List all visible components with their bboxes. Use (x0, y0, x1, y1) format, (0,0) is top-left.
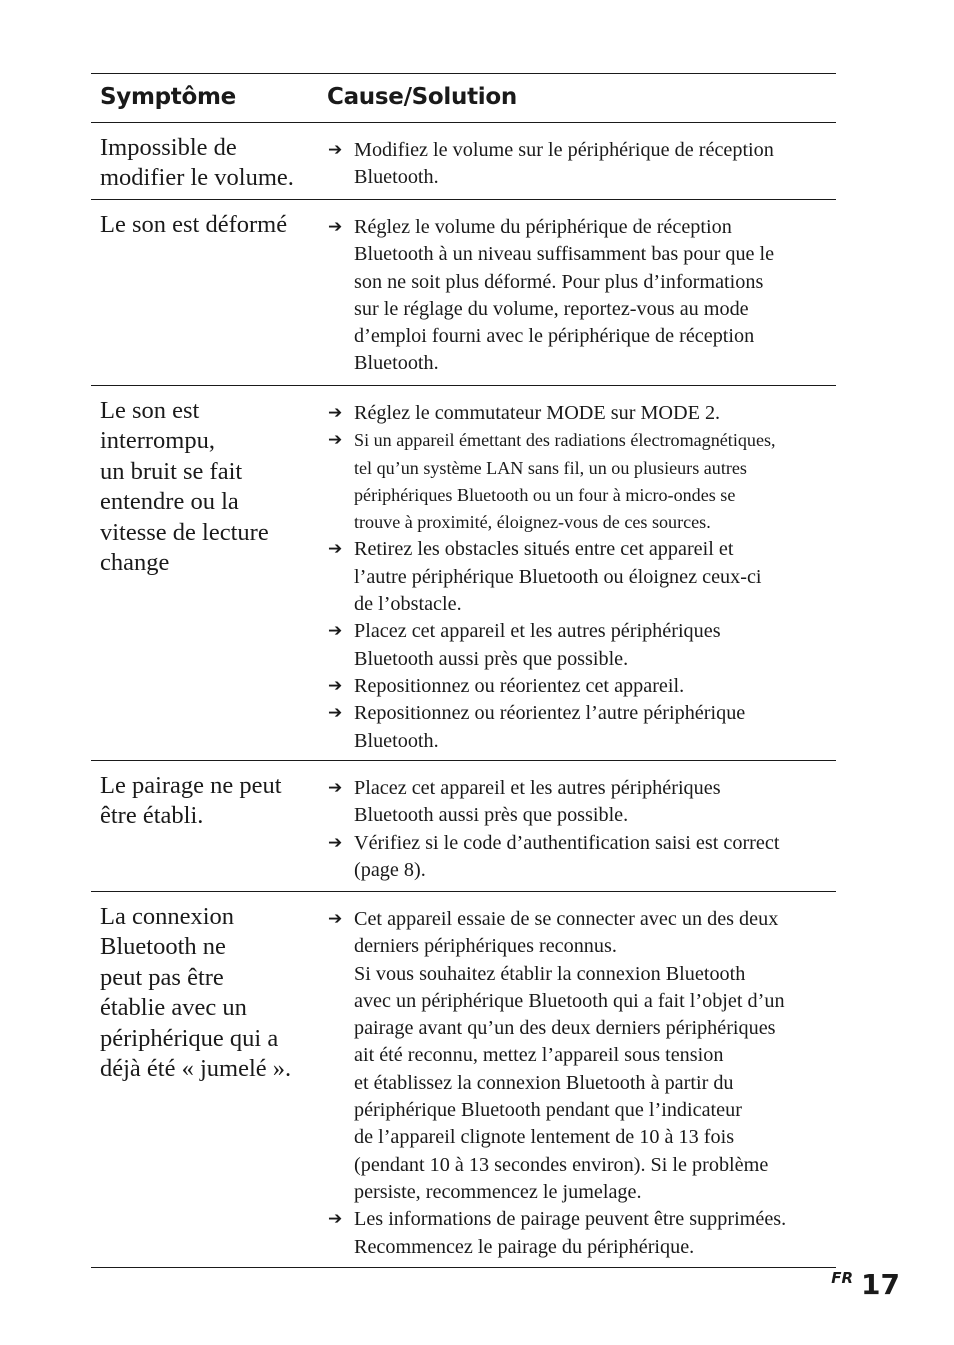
table-row (91, 386, 836, 761)
symptom-line: Bluetooth ne (100, 933, 226, 961)
cause-cell (328, 775, 830, 884)
cause-line: (page 8). (354, 858, 426, 881)
cause-line: Modifiez le volume sur le périphérique de réception (354, 139, 774, 161)
cause-line: persiste, recommencez le jumelage. (354, 1180, 642, 1203)
symptom-line: Le son est déformé (100, 211, 288, 238)
symptom-line: Le son est (100, 397, 200, 424)
table-row (91, 123, 836, 200)
cause-line: de l’appareil clignote lentement de 10 à 13 fois (354, 1126, 735, 1149)
cause-line: Bluetooth aussi près que possible. (354, 647, 629, 670)
symptom-cell (100, 210, 315, 240)
cause-item (328, 214, 830, 378)
cause-line: Retirez les obstacles situés entre cet appareil et (354, 538, 734, 561)
arrow-right-icon: ➔ (328, 909, 343, 929)
cause-line: Les informations de pairage peuvent être supprimées. (354, 1208, 787, 1231)
cause-line: Bluetooth à un niveau suffisamment bas pour que le (354, 243, 775, 266)
symptom-line: peut pas être (100, 963, 224, 991)
symptom-cell (100, 902, 315, 1084)
symptom-line: établie avec un (100, 994, 247, 1022)
troubleshooting-table (91, 73, 836, 1268)
cause-line: et établissez la connexion Bluetooth à partir du (354, 1071, 734, 1094)
cause-item (328, 536, 830, 618)
symptom-line: change (100, 549, 170, 577)
table-row (91, 761, 836, 892)
cause-line: Cet appareil essaie de se connecter avec un des deux (354, 908, 779, 930)
cause-item (328, 1206, 830, 1261)
table-row (91, 200, 836, 386)
cause-line: d’emploi fourni avec le périphérique de réception (354, 325, 755, 348)
language-code: FR (831, 1269, 854, 1287)
arrow-right-icon: ➔ (328, 217, 343, 237)
cause-line: périphériques Bluetooth ou un four à micro-ondes se (354, 484, 736, 505)
cause-line: périphérique Bluetooth pendant que l’indicateur (354, 1099, 742, 1122)
cause-line: Bluetooth aussi près que possible. (354, 804, 629, 827)
cause-line: derniers périphériques reconnus. (354, 935, 617, 958)
cause-cell (328, 214, 830, 378)
cause-line: trouve à proximité, éloignez-vous de ces sources. (354, 512, 711, 533)
symptom-cell (100, 771, 315, 832)
symptom-line: un bruit se fait (100, 457, 243, 485)
symptom-column-header: Symptôme (100, 84, 236, 110)
arrow-right-icon: ➔ (328, 778, 343, 798)
cause-item (328, 400, 830, 427)
cause-line: Placez cet appareil et les autres périphériques (354, 777, 721, 799)
cause-line: Bluetooth. (354, 166, 439, 189)
cause-line: Vérifiez si le code d’authentification saisi est correct (354, 831, 780, 854)
cause-item (328, 830, 830, 885)
arrow-right-icon: ➔ (328, 430, 343, 451)
cause-line: Si vous souhaitez établir la connexion Bluetooth (354, 962, 746, 985)
cause-line: sur le réglage du volume, reportez-vous au mode (354, 297, 749, 320)
cause-line: pairage avant qu’un des deux derniers périphériques (354, 1017, 776, 1040)
arrow-right-icon: ➔ (328, 1209, 343, 1230)
symptom-line: périphérique qui a (100, 1024, 279, 1052)
cause-line: Placez cet appareil et les autres périphériques (354, 620, 721, 643)
cause-item (328, 906, 830, 1206)
cause-cell (328, 137, 830, 192)
cause-cell (328, 400, 830, 755)
cause-item (328, 673, 830, 700)
cause-line: avec un périphérique Bluetooth qui a fait l’objet d’un (354, 989, 785, 1012)
arrow-right-icon: ➔ (328, 703, 343, 724)
arrow-right-icon: ➔ (328, 832, 343, 853)
symptom-line: Le pairage ne peut (100, 772, 282, 799)
cause-line: son ne soit plus déformé. Pour plus d’informations (354, 270, 764, 293)
symptom-line: être établi. (100, 802, 204, 830)
cause-item (328, 137, 830, 192)
cause-line: Repositionnez ou réorientez l’autre périphérique (354, 702, 746, 725)
symptom-line: La connexion (100, 903, 235, 930)
cause-column-header: Cause/Solution (327, 84, 517, 110)
cause-line: de l’obstacle. (354, 593, 462, 616)
cause-line: Recommencez le pairage du périphérique. (354, 1235, 695, 1258)
cause-line: ait été reconnu, mettez l’appareil sous tension (354, 1044, 724, 1067)
arrow-right-icon: ➔ (328, 403, 343, 423)
symptom-line: interrompu, (100, 427, 215, 455)
symptom-line: vitesse de lecture (100, 518, 269, 546)
cause-line: Réglez le volume du périphérique de réception (354, 216, 732, 238)
symptom-line: Impossible de (100, 134, 237, 161)
cause-item (328, 775, 830, 830)
cause-line: Bluetooth. (354, 729, 439, 752)
arrow-right-icon: ➔ (328, 621, 343, 642)
cause-item (328, 618, 830, 673)
symptom-cell (100, 396, 315, 578)
cause-cell (328, 906, 830, 1261)
cause-item (328, 700, 830, 755)
cause-line: l’autre périphérique Bluetooth ou éloignez ceux-ci (354, 565, 762, 588)
symptom-cell (100, 133, 315, 194)
cause-item (328, 427, 830, 536)
cause-line: tel qu’un système LAN sans fil, un ou plusieurs autres (354, 457, 747, 478)
cause-line: Repositionnez ou réorientez cet appareil. (354, 674, 685, 697)
cause-line: Réglez le commutateur MODE sur MODE 2. (354, 402, 721, 424)
arrow-right-icon: ➔ (328, 675, 343, 696)
symptom-line: déjà été « jumelé ». (100, 1055, 292, 1083)
arrow-right-icon: ➔ (328, 539, 343, 560)
symptom-line: entendre ou la (100, 488, 239, 516)
cause-line: Bluetooth. (354, 352, 439, 375)
page-number-value: 17 (861, 1268, 900, 1301)
page-number (831, 1268, 900, 1301)
table-header (91, 74, 836, 123)
table-row (91, 892, 836, 1268)
cause-line: (pendant 10 à 13 secondes environ). Si le problème (354, 1153, 769, 1176)
arrow-right-icon: ➔ (328, 140, 343, 160)
cause-line: Si un appareil émettant des radiations électromagnétiques, (354, 430, 776, 451)
symptom-line: modifier le volume. (100, 164, 294, 192)
